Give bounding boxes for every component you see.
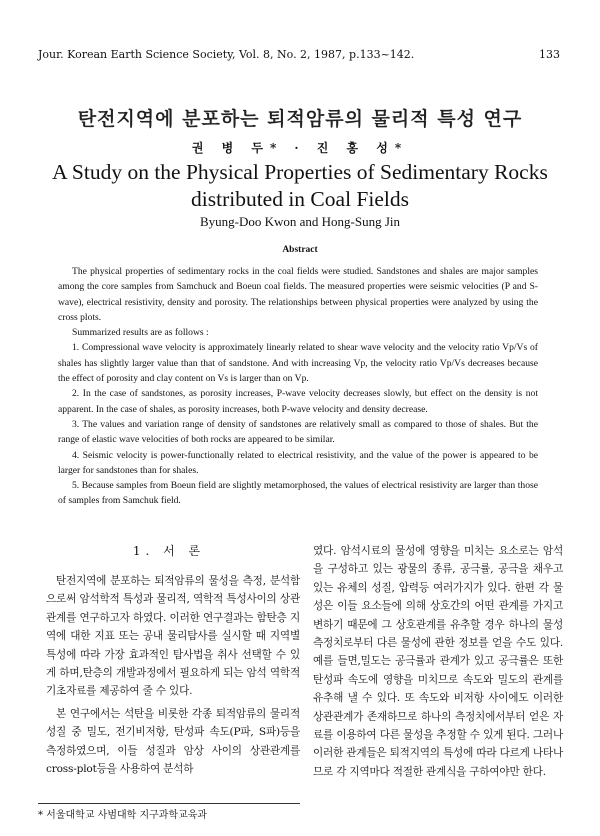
page-number: 133 [539,48,560,61]
abstract-paragraph: 3. The values and variation range of density of sandstones are relatively small as compared to those of shales. But the range of elastic wave velocities of both rocks are appeared to be similar. [58,418,538,446]
right-column [313,542,563,781]
abstract-paragraph: 5. Because samples from Boeun field are slightly metamorphosed, the values of electrical resistivity are larger than those of samples from Samchuk field. [58,480,538,507]
footnote-divider [38,803,300,804]
korean-authors: 권 병 두* · 진 홍 성* [191,141,409,155]
body-paragraph: 였다. 암석시료의 물성에 영향을 미치는 요소로는 암석을 구성하고 있는 광물의 종류, 공극률, 공극을 채우고 있는 유체의 성질, 압력등 여러가지가 있다. 한편 각 물성은 이들 요소들에 의해 상호간의 어떤 관계를 가지고 변하기 때문에 그 상호관계를 유추할 경우 하나의 물성 측정치로부터 다른 물성에 관한 정보를 얻을 수도 있다. 예를 들면,밀도는 공극률과 관계가 있고 공극률은 또한 탄성파 속도에 영향을 미치므로 속도와 밀도의 관계를 유추해 낼 수 있다. 또 속도와 비저항 사이에도 이러한 상관관계가 존재하므로 하나의 측정치에서부터 얻은 자료를 이용하여 다른 물성을 추정할 수 있게 된다. 그러나 이러한 관계들은 퇴적지역의 특성에 따라 다르게 나타나므로 각 지역마다 적절한 관계식을 구하여야만 한다. [313,545,563,778]
english-title [0,159,600,213]
abstract-paragraph: 2. In the case of sandstones, as porosity increases, P-wave velocity decreases slowly, but effect on the density is not apparent. In the case of shales, as porosity increases, both P-wave velocity and density decrease. [58,388,538,415]
footnote-affiliation: * 서울대학교 사범대학 지구과학교육과 [38,810,208,821]
body-paragraph: 탄전지역에 분포하는 퇴적암류의 물성을 측정, 분석함으로써 암석학적 특성과 물리적, 역학적 특성사이의 상관관계를 연구하고자 하였다. 이러한 연구결과는 함탄층 지역에 대한 지표 또는 공내 물리탐사를 실시할 때 지역별 특성에 따라 가장 효과적인 탐사법을 취사 선택할 수 있게 하며,탄층의 개발과정에서 필요하게 되는 암석 역학적 기초자료를 제공하여 줄 수 있다. [46,575,300,698]
english-title-line-2: distributed in Coal Fields [191,187,409,211]
abstract-heading: Abstract [282,245,318,255]
journal-citation: Jour. Korean Earth Science Society, Vol. 8, No. 2, 1987, p.133~142. [38,48,415,61]
abstract-paragraph: 1. Compressional wave velocity is approximately linearly related to shear wave velocity and the velocity ratio Vp/Vs of shales has slightly larger value than that of sandstone. And with increasing Vp, the velocity ratio Vp/Vs decreases because the effect of porosity and clay content on Vs is larger than on Vp. [58,342,538,385]
abstract-paragraph: Summarized results are as follows : [72,327,209,339]
english-authors: Byung-Doo Kwon and Hong-Sung Jin [199,214,401,229]
abstract-paragraph: 4. Seismic velocity is power-functionally related to electrical resistivity, and the value of the power is appeared to be larger for sandstones than for shales. [58,449,538,476]
left-column [46,572,300,778]
abstract-paragraph: The physical properties of sedimentary rocks in the coal fields were studied. Sandstones and shales are major samples among the core samples from Samchuck and Boeun coal fields. The measured properties were seismic velocities (P and S-wave), electrical resistivity, density and porosity. The relationships between physical properties were analyzed by using the cross plots. [58,266,538,323]
section-heading-introduction: 1. 서 론 [132,544,206,558]
abstract-body [58,264,538,509]
english-title-line-1: A Study on the Physical Properties of Sedimentary Rocks [52,160,548,184]
body-paragraph: 본 연구에서는 석탄을 비롯한 각종 퇴적암류의 물리적 성질 중 밀도, 전기비저항, 탄성파 속도(P파, S파)등을 측정하였으며, 이들 성질과 암상 사이의 상관관계를 cross-plot등을 사용하여 분석하 [46,707,300,776]
korean-title: 탄전지역에 분포하는 퇴적암류의 물리적 특성 연구 [77,108,523,130]
